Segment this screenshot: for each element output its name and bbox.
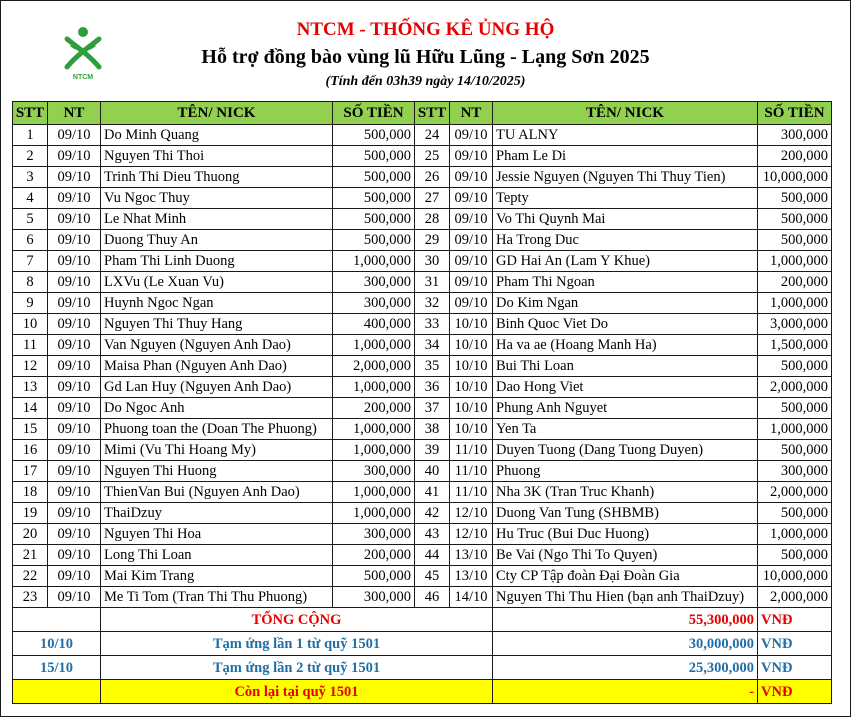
right-row-name: Ha va ae (Hoang Manh Ha): [493, 335, 758, 356]
left-row-name: Le Nhat Minh: [101, 209, 333, 230]
right-row-date: 14/10: [450, 587, 493, 608]
table-row: [13, 167, 832, 188]
right-row-date: 10/10: [450, 419, 493, 440]
left-row-name: Nguyen Thi Huong: [101, 461, 333, 482]
total-currency: VNĐ: [758, 608, 832, 632]
right-row-date: 09/10: [450, 146, 493, 167]
left-row-amount: 300,000: [333, 272, 415, 293]
left-row-date: 09/10: [48, 125, 101, 146]
right-row-date: 09/10: [450, 188, 493, 209]
right-row-name: Vo Thi Quynh Mai: [493, 209, 758, 230]
left-row-amount: 300,000: [333, 461, 415, 482]
table-row: [13, 209, 832, 230]
left-row-name: Long Thi Loan: [101, 545, 333, 566]
table-row: [13, 293, 832, 314]
table-row: [13, 272, 832, 293]
table-row: [13, 314, 832, 335]
col-header-name: TÊN/ NICK: [493, 102, 758, 125]
right-row-date: 09/10: [450, 272, 493, 293]
left-row-date: 09/10: [48, 566, 101, 587]
left-row-date: 09/10: [48, 167, 101, 188]
left-row-date: 09/10: [48, 377, 101, 398]
right-row-stt: 41: [415, 482, 450, 503]
table-row: [13, 587, 832, 608]
col-header-name: TÊN/ NICK: [101, 102, 333, 125]
right-row-date: 10/10: [450, 314, 493, 335]
right-row-stt: 24: [415, 125, 450, 146]
left-row-date: 09/10: [48, 293, 101, 314]
table-row: [13, 545, 832, 566]
right-row-date: 11/10: [450, 482, 493, 503]
total-label: TỔNG CỘNG: [101, 608, 493, 632]
left-row-stt: 15: [13, 419, 48, 440]
right-row-name: Dao Hong Viet: [493, 377, 758, 398]
right-row-amount: 1,500,000: [758, 335, 832, 356]
left-row-name: Duong Thuy An: [101, 230, 333, 251]
right-row-amount: 1,000,000: [758, 251, 832, 272]
right-row-amount: 500,000: [758, 188, 832, 209]
left-row-name: ThienVan Bui (Nguyen Anh Dao): [101, 482, 333, 503]
right-row-stt: 36: [415, 377, 450, 398]
right-row-amount: 500,000: [758, 209, 832, 230]
left-row-date: 09/10: [48, 146, 101, 167]
left-row-name: Me Ti Tom (Tran Thi Thu Phuong): [101, 587, 333, 608]
left-row-date: 09/10: [48, 209, 101, 230]
left-row-amount: 300,000: [333, 524, 415, 545]
right-row-amount: 2,000,000: [758, 377, 832, 398]
table-row: [13, 419, 832, 440]
left-row-date: 09/10: [48, 524, 101, 545]
table-row: [13, 398, 832, 419]
left-row-date: 09/10: [48, 461, 101, 482]
report-header: [1, 1, 850, 101]
right-row-date: 13/10: [450, 566, 493, 587]
right-row-amount: 200,000: [758, 272, 832, 293]
right-row-name: Phung Anh Nguyet: [493, 398, 758, 419]
left-row-stt: 3: [13, 167, 48, 188]
right-row-amount: 500,000: [758, 440, 832, 461]
left-row-name: Do Ngoc Anh: [101, 398, 333, 419]
right-row-date: 09/10: [450, 230, 493, 251]
right-row-amount: 500,000: [758, 503, 832, 524]
right-row-date: 10/10: [450, 335, 493, 356]
col-header-stt: STT: [13, 102, 48, 125]
report-subtitle: Hỗ trợ đồng bào vùng lũ Hữu Lũng - Lạng Sơn 2025: [201, 46, 650, 68]
left-row-amount: 1,000,000: [333, 503, 415, 524]
remaining-currency: VNĐ: [758, 680, 832, 704]
right-row-date: 09/10: [450, 125, 493, 146]
table-header-row: [13, 102, 832, 125]
right-row-name: Yen Ta: [493, 419, 758, 440]
right-row-name: Hu Truc (Bui Duc Huong): [493, 524, 758, 545]
right-row-name: Tepty: [493, 188, 758, 209]
left-row-date: 09/10: [48, 419, 101, 440]
right-row-amount: 300,000: [758, 125, 832, 146]
right-row-stt: 25: [415, 146, 450, 167]
left-row-amount: 300,000: [333, 293, 415, 314]
left-row-stt: 10: [13, 314, 48, 335]
right-row-stt: 26: [415, 167, 450, 188]
left-row-name: LXVu (Le Xuan Vu): [101, 272, 333, 293]
right-row-date: 10/10: [450, 377, 493, 398]
right-row-amount: 10,000,000: [758, 566, 832, 587]
right-row-name: Pham Thi Ngoan: [493, 272, 758, 293]
remaining-amount: -: [493, 680, 758, 704]
table-row: [13, 524, 832, 545]
right-row-amount: 300,000: [758, 461, 832, 482]
right-row-stt: 38: [415, 419, 450, 440]
left-row-stt: 17: [13, 461, 48, 482]
remaining-label: Còn lại tại quỹ 1501: [101, 680, 493, 704]
right-row-stt: 34: [415, 335, 450, 356]
col-header-amount: SỐ TIỀN: [333, 102, 415, 125]
right-row-amount: 500,000: [758, 230, 832, 251]
left-row-stt: 19: [13, 503, 48, 524]
col-header-nt: NT: [450, 102, 493, 125]
right-row-stt: 31: [415, 272, 450, 293]
left-row-name: Vu Ngoc Thuy: [101, 188, 333, 209]
right-row-name: Cty CP Tập đoàn Đại Đoàn Gia: [493, 566, 758, 587]
right-row-date: 11/10: [450, 440, 493, 461]
right-row-amount: 1,000,000: [758, 524, 832, 545]
right-row-name: Binh Quoc Viet Do: [493, 314, 758, 335]
right-row-stt: 44: [415, 545, 450, 566]
left-row-date: 09/10: [48, 587, 101, 608]
right-row-date: 09/10: [450, 251, 493, 272]
left-row-date: 09/10: [48, 482, 101, 503]
right-row-date: 13/10: [450, 545, 493, 566]
right-row-date: 12/10: [450, 503, 493, 524]
left-row-date: 09/10: [48, 230, 101, 251]
right-row-amount: 500,000: [758, 545, 832, 566]
right-row-stt: 27: [415, 188, 450, 209]
left-row-amount: 400,000: [333, 314, 415, 335]
left-row-date: 09/10: [48, 356, 101, 377]
right-row-stt: 35: [415, 356, 450, 377]
col-header-nt: NT: [48, 102, 101, 125]
advance-1-label: Tạm ứng lần 1 từ quỹ 1501: [101, 632, 493, 656]
total-amount: 55,300,000: [493, 608, 758, 632]
right-row-stt: 32: [415, 293, 450, 314]
right-row-name: Bui Thi Loan: [493, 356, 758, 377]
left-row-date: 09/10: [48, 398, 101, 419]
left-row-amount: 1,000,000: [333, 440, 415, 461]
col-header-stt: STT: [415, 102, 450, 125]
left-row-amount: 500,000: [333, 230, 415, 251]
advance-1-currency: VNĐ: [758, 632, 832, 656]
right-row-stt: 37: [415, 398, 450, 419]
left-row-stt: 18: [13, 482, 48, 503]
left-row-date: 09/10: [48, 503, 101, 524]
table-row: [13, 461, 832, 482]
right-row-amount: 2,000,000: [758, 587, 832, 608]
table-row: [13, 335, 832, 356]
report-timestamp-note: (Tính đến 03h39 ngày 14/10/2025): [325, 74, 526, 89]
advance-2-date: 15/10: [13, 656, 101, 680]
right-row-amount: 3,000,000: [758, 314, 832, 335]
svg-text:NTCM: NTCM: [72, 74, 94, 81]
left-row-name: Pham Thi Linh Duong: [101, 251, 333, 272]
right-row-stt: 40: [415, 461, 450, 482]
right-row-amount: 1,000,000: [758, 293, 832, 314]
left-row-stt: 5: [13, 209, 48, 230]
right-row-stt: 45: [415, 566, 450, 587]
left-row-name: Do Minh Quang: [101, 125, 333, 146]
right-row-stt: 30: [415, 251, 450, 272]
left-row-amount: 200,000: [333, 545, 415, 566]
left-row-stt: 23: [13, 587, 48, 608]
right-row-amount: 500,000: [758, 398, 832, 419]
left-row-name: Gd Lan Huy (Nguyen Anh Dao): [101, 377, 333, 398]
right-row-date: 10/10: [450, 398, 493, 419]
left-row-amount: 500,000: [333, 566, 415, 587]
left-row-date: 09/10: [48, 188, 101, 209]
left-row-stt: 22: [13, 566, 48, 587]
left-row-name: Trinh Thi Dieu Thuong: [101, 167, 333, 188]
left-row-name: Mimi (Vu Thi Hoang My): [101, 440, 333, 461]
left-row-amount: 1,000,000: [333, 419, 415, 440]
right-row-amount: 1,000,000: [758, 419, 832, 440]
advance-2-label: Tạm ứng lần 2 từ quỹ 1501: [101, 656, 493, 680]
left-row-stt: 16: [13, 440, 48, 461]
right-row-name: Pham Le Di: [493, 146, 758, 167]
right-row-stt: 43: [415, 524, 450, 545]
right-row-amount: 10,000,000: [758, 167, 832, 188]
left-row-amount: 1,000,000: [333, 335, 415, 356]
left-row-stt: 9: [13, 293, 48, 314]
table-row: [13, 356, 832, 377]
right-row-date: 12/10: [450, 524, 493, 545]
left-row-name: Phuong toan the (Doan The Phuong): [101, 419, 333, 440]
left-row-date: 09/10: [48, 440, 101, 461]
left-row-name: Nguyen Thi Hoa: [101, 524, 333, 545]
right-row-name: Do Kim Ngan: [493, 293, 758, 314]
left-row-name: Nguyen Thi Thoi: [101, 146, 333, 167]
left-row-stt: 14: [13, 398, 48, 419]
remaining-row: [13, 680, 832, 704]
total-row: [13, 608, 832, 632]
right-row-date: 09/10: [450, 167, 493, 188]
right-row-stt: 39: [415, 440, 450, 461]
table-row: [13, 125, 832, 146]
right-row-amount: 200,000: [758, 146, 832, 167]
left-row-name: Huynh Ngoc Ngan: [101, 293, 333, 314]
left-row-name: Van Nguyen (Nguyen Anh Dao): [101, 335, 333, 356]
table-row: [13, 146, 832, 167]
total-spacer: [13, 608, 101, 632]
left-row-stt: 6: [13, 230, 48, 251]
right-row-amount: 2,000,000: [758, 482, 832, 503]
report-title: NTCM - THỐNG KÊ ỦNG HỘ: [296, 19, 555, 40]
right-row-name: Phuong: [493, 461, 758, 482]
table-row: [13, 251, 832, 272]
remaining-spacer: [13, 680, 101, 704]
advance-1-date: 10/10: [13, 632, 101, 656]
left-row-stt: 8: [13, 272, 48, 293]
right-row-stt: 29: [415, 230, 450, 251]
left-row-name: ThaiDzuy: [101, 503, 333, 524]
left-row-stt: 1: [13, 125, 48, 146]
left-row-date: 09/10: [48, 272, 101, 293]
left-row-name: Maisa Phan (Nguyen Anh Dao): [101, 356, 333, 377]
right-row-name: GD Hai An (Lam Y Khue): [493, 251, 758, 272]
left-row-amount: 300,000: [333, 587, 415, 608]
right-row-name: Duyen Tuong (Dang Tuong Duyen): [493, 440, 758, 461]
left-row-name: Nguyen Thi Thuy Hang: [101, 314, 333, 335]
table-row: [13, 566, 832, 587]
left-row-amount: 500,000: [333, 167, 415, 188]
left-row-stt: 2: [13, 146, 48, 167]
table-row: [13, 188, 832, 209]
right-row-date: 09/10: [450, 209, 493, 230]
left-row-amount: 500,000: [333, 188, 415, 209]
left-row-amount: 500,000: [333, 146, 415, 167]
advance-2-amount: 25,300,000: [493, 656, 758, 680]
right-row-stt: 28: [415, 209, 450, 230]
left-row-stt: 13: [13, 377, 48, 398]
left-row-stt: 21: [13, 545, 48, 566]
left-row-amount: 1,000,000: [333, 377, 415, 398]
advance-row-2: [13, 656, 832, 680]
right-row-amount: 500,000: [758, 356, 832, 377]
right-row-name: TU ALNY: [493, 125, 758, 146]
left-row-stt: 4: [13, 188, 48, 209]
right-row-name: Nguyen Thi Thu Hien (bạn anh ThaiDzuy): [493, 587, 758, 608]
advance-1-amount: 30,000,000: [493, 632, 758, 656]
left-row-amount: 200,000: [333, 398, 415, 419]
right-row-date: 09/10: [450, 293, 493, 314]
left-row-stt: 20: [13, 524, 48, 545]
col-header-amount: SỐ TIỀN: [758, 102, 832, 125]
left-row-stt: 12: [13, 356, 48, 377]
left-row-stt: 7: [13, 251, 48, 272]
right-row-name: Be Vai (Ngo Thi To Quyen): [493, 545, 758, 566]
right-row-stt: 33: [415, 314, 450, 335]
right-row-date: 10/10: [450, 356, 493, 377]
left-row-date: 09/10: [48, 545, 101, 566]
table-row: [13, 377, 832, 398]
left-row-date: 09/10: [48, 335, 101, 356]
left-row-date: 09/10: [48, 251, 101, 272]
table-row: [13, 440, 832, 461]
left-row-date: 09/10: [48, 314, 101, 335]
donation-table: [12, 101, 832, 704]
table-row: [13, 482, 832, 503]
left-row-amount: 1,000,000: [333, 482, 415, 503]
left-row-amount: 500,000: [333, 125, 415, 146]
right-row-stt: 46: [415, 587, 450, 608]
left-row-amount: 1,000,000: [333, 251, 415, 272]
right-row-name: Nha 3K (Tran Truc Khanh): [493, 482, 758, 503]
advance-2-currency: VNĐ: [758, 656, 832, 680]
left-row-amount: 500,000: [333, 209, 415, 230]
right-row-stt: 42: [415, 503, 450, 524]
advance-row-1: [13, 632, 832, 656]
left-row-stt: 11: [13, 335, 48, 356]
right-row-name: Ha Trong Duc: [493, 230, 758, 251]
left-row-name: Mai Kim Trang: [101, 566, 333, 587]
right-row-date: 11/10: [450, 461, 493, 482]
right-row-name: Jessie Nguyen (Nguyen Thi Thuy Tien): [493, 167, 758, 188]
table-row: [13, 503, 832, 524]
left-row-amount: 2,000,000: [333, 356, 415, 377]
table-row: [13, 230, 832, 251]
right-row-name: Duong Van Tung (SHBMB): [493, 503, 758, 524]
